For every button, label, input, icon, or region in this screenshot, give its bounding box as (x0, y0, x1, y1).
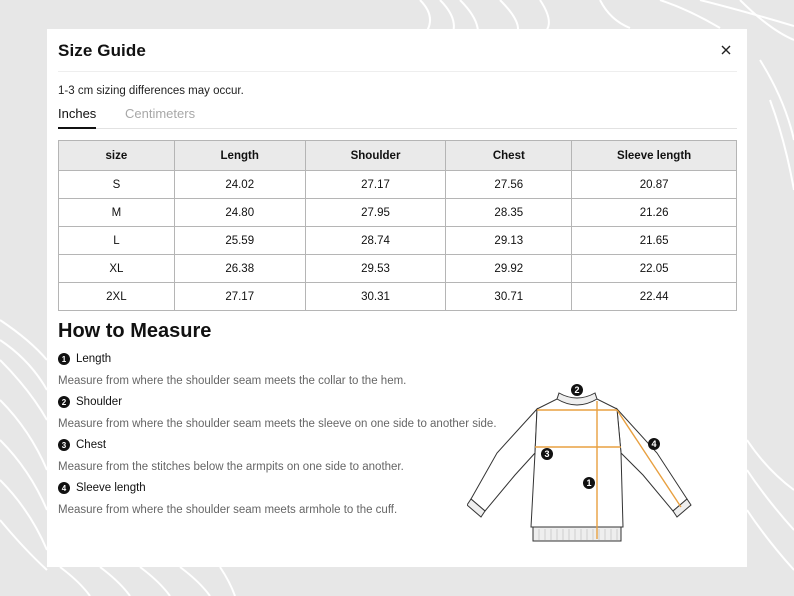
step-number-badge: 4 (58, 482, 70, 494)
step-description: Measure from where the shoulder seam meets the collar to the hem. (58, 375, 407, 387)
tab-inches[interactable]: Inches (58, 106, 96, 128)
column-header-sleeve-length: Sleeve length (572, 141, 737, 171)
step-description: Measure from where the shoulder seam meets the sleeve on one side to another side. (58, 418, 497, 430)
marker-label: 3 (544, 449, 550, 459)
table-cell: 26.38 (174, 255, 305, 283)
table-cell: 24.80 (174, 199, 305, 227)
table-cell: 28.74 (305, 227, 446, 255)
table-cell: 25.59 (174, 227, 305, 255)
step-number-badge: 1 (58, 353, 70, 365)
table-cell: S (59, 171, 175, 199)
step-label: Sleeve length (76, 482, 146, 494)
table-cell: 27.56 (446, 171, 572, 199)
modal-header (58, 39, 737, 71)
table-cell: 27.17 (305, 171, 446, 199)
column-header-length: Length (174, 141, 305, 171)
table-cell: M (59, 199, 175, 227)
step-label: Shoulder (76, 396, 123, 408)
table-cell: 20.87 (572, 171, 737, 199)
table-cell: 22.44 (572, 283, 737, 311)
sweater-diagram (467, 383, 717, 553)
measure-step-chest (58, 438, 498, 481)
table-row (59, 283, 737, 311)
header-divider (58, 71, 737, 72)
sizing-note: 1-3 cm sizing differences may occur. (58, 85, 244, 97)
column-header-size: size (59, 141, 175, 171)
table-cell: 27.17 (174, 283, 305, 311)
measure-step-sleeve-length (58, 481, 498, 524)
marker-label: 1 (586, 478, 592, 488)
column-header-shoulder: Shoulder (305, 141, 446, 171)
table-cell: 30.71 (446, 283, 572, 311)
measure-step-length (58, 352, 498, 395)
table-cell: 29.13 (446, 227, 572, 255)
table-cell: 30.31 (305, 283, 446, 311)
table-cell: 29.92 (446, 255, 572, 283)
table-cell: 21.26 (572, 199, 737, 227)
modal-title: Size Guide (58, 41, 146, 60)
step-label: Chest (76, 439, 107, 451)
unit-tabs (58, 106, 737, 129)
measure-steps (58, 352, 498, 524)
step-description: Measure from where the shoulder seam meets armhole to the cuff. (58, 504, 398, 516)
measure-step-shoulder (58, 395, 498, 438)
close-icon (721, 45, 731, 55)
size-guide-modal (47, 29, 747, 567)
table-cell: 2XL (59, 283, 175, 311)
table-cell: 24.02 (174, 171, 305, 199)
marker-label: 2 (574, 385, 580, 395)
table-row (59, 171, 737, 199)
table-row (59, 227, 737, 255)
table-cell: 22.05 (572, 255, 737, 283)
step-description: Measure from the stitches below the armpits on one side to another. (58, 461, 404, 473)
step-label: Length (76, 353, 112, 365)
table-row (59, 255, 737, 283)
marker-label: 4 (651, 439, 657, 449)
tab-centimeters[interactable]: Centimeters (125, 106, 196, 121)
table-cell: 21.65 (572, 227, 737, 255)
table-cell: 29.53 (305, 255, 446, 283)
table-cell: L (59, 227, 175, 255)
table-cell: XL (59, 255, 175, 283)
close-button[interactable] (715, 39, 737, 61)
step-number-badge: 3 (58, 439, 70, 451)
column-header-chest: Chest (446, 141, 572, 171)
how-to-measure-title: How to Measure (58, 320, 212, 342)
step-number-badge: 2 (58, 396, 70, 408)
table-row (59, 199, 737, 227)
table-header-row (59, 141, 737, 171)
table-cell: 28.35 (446, 199, 572, 227)
size-table (58, 140, 737, 311)
table-cell: 27.95 (305, 199, 446, 227)
